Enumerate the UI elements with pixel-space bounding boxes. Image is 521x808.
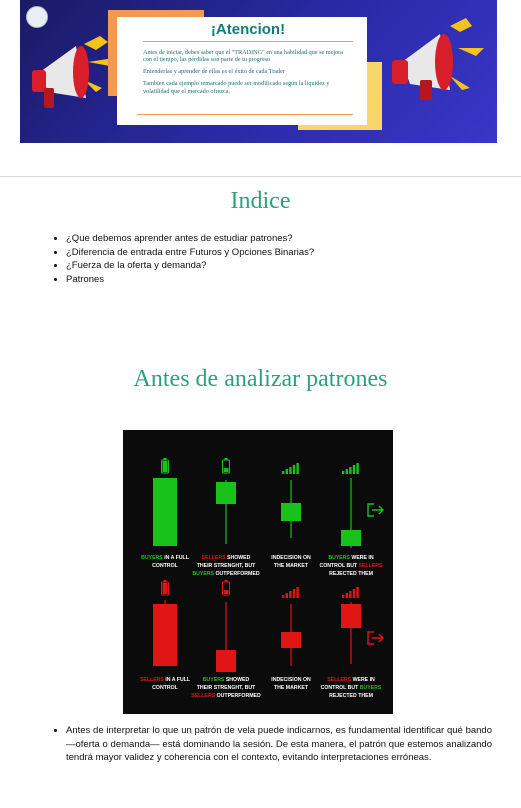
section-title: Antes de analizar patrones	[133, 366, 388, 392]
signal-icon	[289, 467, 291, 474]
megaphone-icon	[380, 18, 490, 118]
candle-caption: THEIR STRENGHT, BUT	[196, 685, 256, 691]
candle-caption: BUYERS OUTPERFORMED	[192, 571, 260, 577]
logo-icon	[26, 6, 48, 28]
signal-icon	[296, 587, 298, 598]
candle-caption: CONTROL BUT BUYERS	[320, 685, 382, 691]
candle-caption: BUYERS WERE IN	[328, 555, 374, 561]
battery-icon	[224, 468, 229, 472]
signal-icon	[289, 591, 291, 598]
index-item: • ¿Que debemos aprender antes de estudiar patrones?	[66, 232, 314, 246]
battery-icon	[163, 583, 168, 594]
signal-icon	[356, 587, 358, 598]
candle-caption: CONTROL BUT SELLERS	[319, 563, 383, 569]
index-item: • ¿Diferencia de entrada entre Futuros y Opciones Binarias?	[66, 246, 314, 260]
candle-caption: SELLERS WERE IN	[327, 677, 375, 683]
candle-caption: CONTROL	[152, 685, 178, 691]
divider	[143, 41, 353, 42]
candle-caption: SELLERS OUTPERFORMED	[191, 693, 261, 699]
candle-caption: BUYERS IN A FULL	[141, 555, 189, 561]
battery-icon	[164, 580, 167, 582]
signal-icon	[353, 465, 355, 474]
index-list	[50, 232, 314, 286]
signal-icon	[349, 591, 351, 598]
candlestick-infographic	[123, 430, 393, 714]
candle-caption: INDECISION ON	[271, 555, 311, 561]
exit-icon	[372, 634, 383, 642]
signal-icon	[342, 595, 344, 598]
body-paragraph: • Antes de interpretar lo que un patrón de vela puede indicarnos, es fundamental identificar qué bando —oferta o demanda— está dominando la sesión. De esta manera, el patrón que estemos analizando tendrá mayor validez y coherencia con el contexto, evitando interpretaciones erróneas.	[66, 724, 492, 765]
signal-icon	[353, 589, 355, 598]
page-separator	[0, 176, 521, 177]
signal-icon	[282, 595, 284, 598]
banner-title: ¡Atencion!	[210, 21, 286, 38]
banner-paragraph: Tambien cada ejemplo remarcado puede ser modificado segun la liquidez y volatilidad que el mercado ofrezca.	[143, 80, 330, 95]
banner-paragraph: Antes de iniciar, debes saber que el "TRADING" en una habilidad que se mejora con el tiempo, las pérdidas son parte de tu progreso	[143, 49, 343, 64]
candle-caption: THE MARKET	[273, 563, 309, 569]
candle-caption: CONTROL	[152, 563, 178, 569]
candle-body	[341, 604, 361, 628]
candle-body	[281, 632, 301, 648]
candle-body	[281, 503, 301, 521]
battery-icon	[225, 580, 228, 582]
signal-icon	[286, 593, 288, 598]
signal-icon	[296, 463, 298, 474]
candle-body	[216, 482, 236, 504]
candle-caption: REJECTED THEM	[329, 571, 373, 577]
candle-caption: SELLERS IN A FULL	[139, 677, 191, 683]
signal-icon	[293, 589, 295, 598]
attention-card	[117, 17, 367, 125]
signal-icon	[346, 593, 348, 598]
signal-icon	[356, 463, 358, 474]
divider	[137, 114, 353, 115]
candle-caption: THEIR STRENGHT, BUT	[196, 563, 256, 569]
signal-icon	[349, 467, 351, 474]
candle-caption: SELLERS SHOWED	[201, 555, 251, 561]
signal-icon	[346, 469, 348, 474]
body-list	[50, 724, 492, 765]
index-title: Indice	[230, 188, 291, 214]
candle-caption: REJECTED THEM	[329, 693, 373, 699]
candle-body	[153, 604, 177, 666]
exit-icon	[372, 506, 383, 514]
signal-icon	[342, 471, 344, 474]
candle-body	[153, 478, 177, 546]
index-item: • Patrones	[66, 273, 314, 287]
signal-icon	[293, 465, 295, 474]
banner-paragraph: Entenderlas y aprender de ellas es el éxito de cada Trader	[143, 68, 285, 76]
candle-caption: INDECISION ON	[271, 677, 311, 683]
candle-body	[341, 530, 361, 546]
candle-body	[216, 650, 236, 672]
signal-icon	[286, 469, 288, 474]
battery-icon	[164, 458, 167, 460]
attention-banner	[20, 0, 497, 143]
candle-caption: BUYERS SHOWED	[202, 677, 250, 683]
battery-icon	[225, 458, 228, 460]
battery-icon	[163, 461, 168, 472]
battery-icon	[224, 590, 229, 594]
index-item: • ¿Fuerza de la oferta y demanda?	[66, 259, 314, 273]
signal-icon	[282, 471, 284, 474]
candle-caption: THE MARKET	[273, 685, 309, 691]
